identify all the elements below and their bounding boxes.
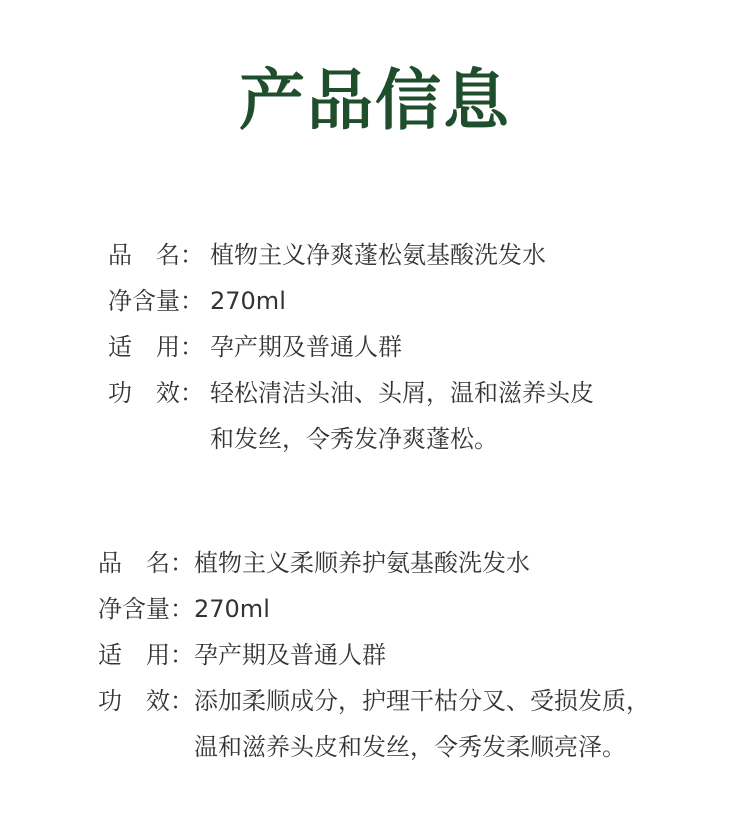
- name-label: 品 名：: [98, 549, 194, 577]
- suitable-label: 适 用：: [98, 641, 194, 669]
- effect-value-line1: 轻松清洁头油、头屑，温和滋养头皮: [210, 379, 594, 407]
- name-value: 植物主义净爽蓬松氨基酸洗发水: [210, 241, 546, 269]
- effect-value-line1: 添加柔顺成分，护理干枯分叉、受损发质，: [194, 687, 650, 715]
- effect-label: 功 效：: [98, 687, 194, 715]
- volume-value: 270ml: [210, 287, 286, 315]
- volume-label: 净含量：: [108, 287, 204, 315]
- name-value: 植物主义柔顺养护氨基酸洗发水: [194, 549, 530, 577]
- volume-value: 270ml: [194, 595, 270, 623]
- effect-value-line2: 温和滋养头皮和发丝，令秀发柔顺亮泽。: [194, 733, 626, 761]
- suitable-label: 适 用：: [108, 333, 204, 361]
- volume-label: 净含量：: [98, 595, 194, 623]
- name-label: 品 名：: [108, 241, 204, 269]
- page-title: 产品信息: [239, 62, 511, 139]
- effect-value-line2: 和发丝，令秀发净爽蓬松。: [210, 425, 498, 453]
- effect-label: 功 效：: [108, 379, 204, 407]
- suitable-value: 孕产期及普通人群: [194, 641, 386, 669]
- suitable-value: 孕产期及普通人群: [210, 333, 402, 361]
